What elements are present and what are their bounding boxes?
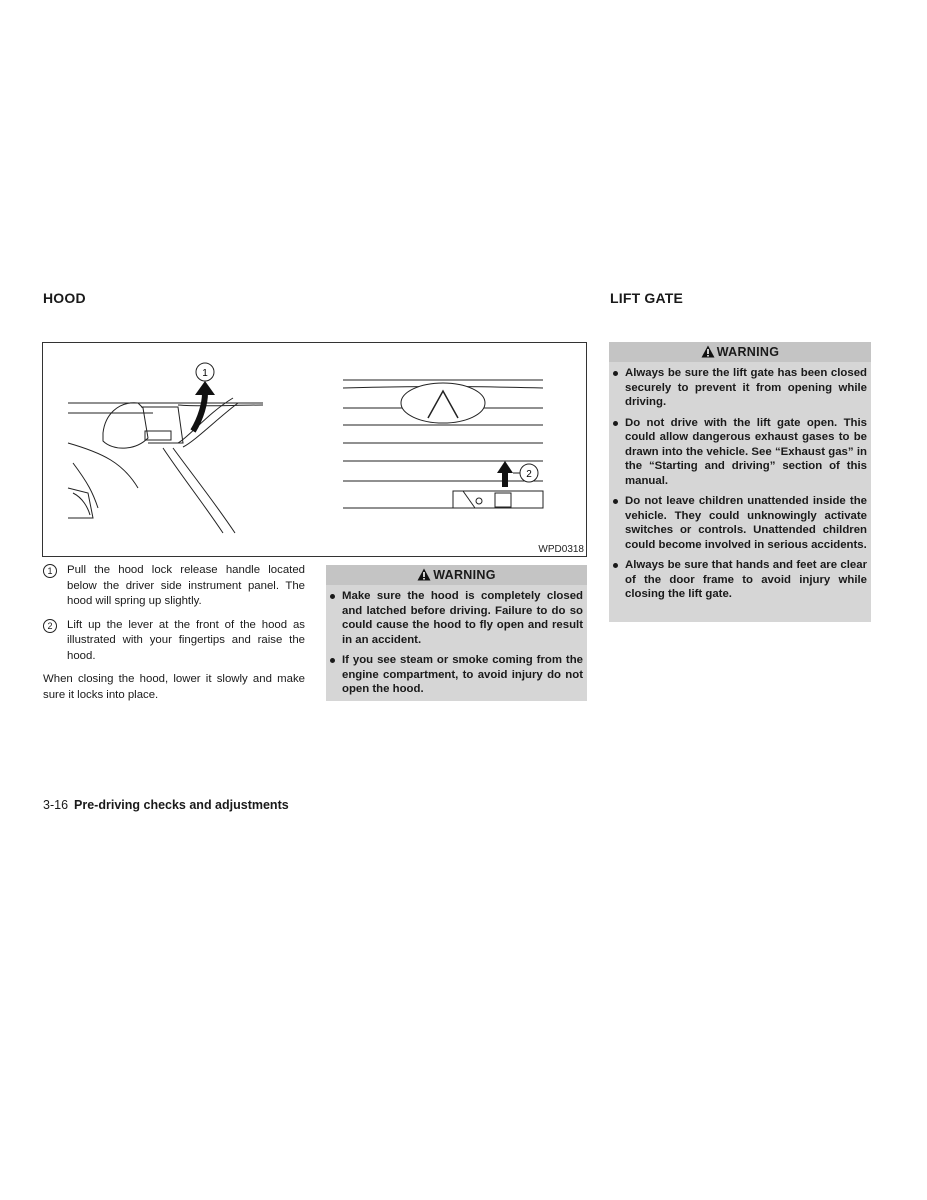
warning-item: Make sure the hood is completely closed and latched before driving. Failure to do so could cause the hood to fly open and result in an accident. xyxy=(342,590,583,646)
closing-note: When closing the hood, lower it slowly and make sure it locks into place. xyxy=(43,673,305,701)
svg-text:2: 2 xyxy=(526,469,532,480)
warning-item: Do not leave children unattended inside the vehicle. They could unknowingly activate switches or controls. Unattended children could become involved in serious accidents. xyxy=(625,495,867,551)
step-1 xyxy=(43,563,305,610)
page-footer xyxy=(43,798,289,812)
hood-steps xyxy=(43,563,305,703)
step-text: Lift up the lever at the front of the hood as illustrated with your fingertips and raise the hood. xyxy=(67,618,305,662)
step-number: 1 xyxy=(43,564,57,578)
svg-text:1: 1 xyxy=(202,368,208,379)
warning-title xyxy=(326,565,587,585)
warning-list xyxy=(326,585,587,697)
lift-gate-heading: LIFT GATE xyxy=(610,290,684,306)
step-2 xyxy=(43,618,305,665)
lift-gate-warning-box xyxy=(609,342,871,622)
warning-title-text: WARNING xyxy=(433,568,496,582)
warning-item: Always be sure that hands and feet are clear of the door frame to avoid injury while closing the lift gate. xyxy=(625,559,867,600)
warning-item: Always be sure the lift gate has been closed securely to prevent it from opening while driving. xyxy=(625,367,867,408)
warning-list xyxy=(609,362,871,602)
hood-heading: HOOD xyxy=(43,290,86,306)
hood-illustration-drawing xyxy=(43,343,588,558)
hood-release-illustration xyxy=(42,342,587,557)
warning-triangle-icon xyxy=(701,345,715,358)
hood-warning-box xyxy=(326,565,587,701)
step-text: Pull the hood lock release handle located below the driver side instrument panel. The hood will spring up slightly. xyxy=(67,564,305,607)
warning-triangle-icon xyxy=(417,568,431,581)
warning-title-text: WARNING xyxy=(716,345,780,359)
warning-item: Do not drive with the lift gate open. This could allow dangerous exhaust gases to be drawn into the vehicle. See “Exhaust gas” in the “Starting and driving” section of this manual. xyxy=(625,416,867,487)
step-number: 2 xyxy=(43,619,57,633)
warning-item: If you see steam or smoke coming from the engine compartment, to avoid injury do not open the hood. xyxy=(342,654,583,695)
page-number: 3-16 xyxy=(43,798,69,812)
warning-title xyxy=(609,342,871,362)
figure-code: WPD0318 xyxy=(538,544,584,555)
section-title: Pre-driving checks and adjustments xyxy=(74,798,289,812)
callout-2 xyxy=(513,464,538,482)
up-arrow-icon xyxy=(497,461,513,487)
callout-1 xyxy=(196,363,214,381)
